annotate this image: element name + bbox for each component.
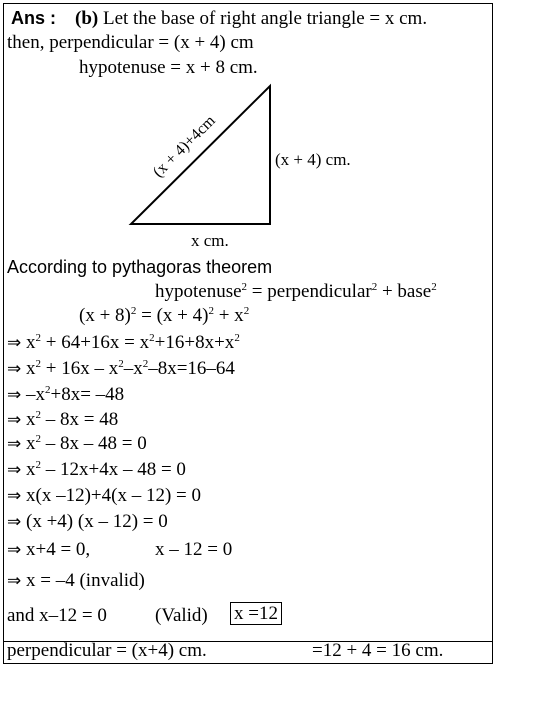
hypotenuse-def: hypotenuse = x + 8 cm. (79, 57, 258, 78)
step-6: ⇒ $x^2 - 12x+4x - 48 = 0$ (7, 459, 186, 480)
theorem-heading: According to pythagoras theorem (7, 257, 273, 277)
ans-label: Ans : (11, 8, 56, 28)
step-10: ⇒ x = –4 (invalid) (7, 570, 145, 591)
step-2: ⇒ $x^2 + 16x - x^2-x^2-8x=16-64$ (7, 358, 235, 379)
implies-arrow: ⇒ (7, 359, 22, 379)
pythagoras-formula: hypotenuse$^2$ = perpendicular$^2$ + base$^2$ (155, 281, 437, 302)
step-1: ⇒ $x^2 + 64+16x = x^2+16+8x+x^2$ (7, 332, 240, 353)
implies-arrow: ⇒ (7, 434, 22, 454)
implies-arrow: ⇒ (7, 460, 22, 480)
implies-arrow: ⇒ (7, 540, 22, 560)
perpendicular-label: (x + 4) cm. (275, 150, 351, 169)
boxed-answer: x =12 (230, 602, 282, 625)
step-5: ⇒ $x^2 - 8x - 48 = 0$ (7, 433, 147, 454)
implies-arrow: ⇒ (7, 333, 22, 353)
implies-arrow: ⇒ (7, 410, 22, 430)
equation-setup: $(x + 8)^2 = (x + 4)^2 + x^2$ (79, 305, 250, 326)
implies-arrow: ⇒ (7, 486, 22, 506)
implies-arrow: ⇒ (7, 512, 22, 532)
step-3: ⇒ $-x^2+8x= -48$ (7, 384, 125, 405)
conclusion-right: =12 + 4 = 16 cm. (312, 640, 444, 661)
step-9-second: x – 12 = 0 (155, 539, 233, 560)
intro-text: Let the base of right angle triangle = x cm. (102, 8, 428, 29)
option-label: (b) (75, 8, 99, 29)
step-4: ⇒ $x^2 - 8x = 48$ (7, 409, 119, 430)
step-7: ⇒ x(x –12)+4(x – 12) = 0 (7, 485, 201, 506)
step-8: ⇒ (x +4) (x – 12) = 0 (7, 511, 168, 532)
valid-label: (Valid) (155, 605, 208, 626)
implies-arrow: ⇒ (7, 571, 22, 591)
implies-arrow: ⇒ (7, 385, 22, 405)
right-triangle (131, 86, 270, 224)
hypotenuse-label: (x + 4)+4cm (149, 112, 219, 181)
step-9: ⇒ x+4 = 0, (7, 539, 91, 560)
perpendicular-def: then, perpendicular = (x + 4) cm (7, 32, 254, 53)
conclusion-left: perpendicular = (x+4) cm. (7, 640, 207, 661)
base-label: x cm. (191, 231, 229, 250)
answer-highlight (230, 603, 282, 625)
valid-root: and x–12 = 0 (7, 605, 107, 626)
